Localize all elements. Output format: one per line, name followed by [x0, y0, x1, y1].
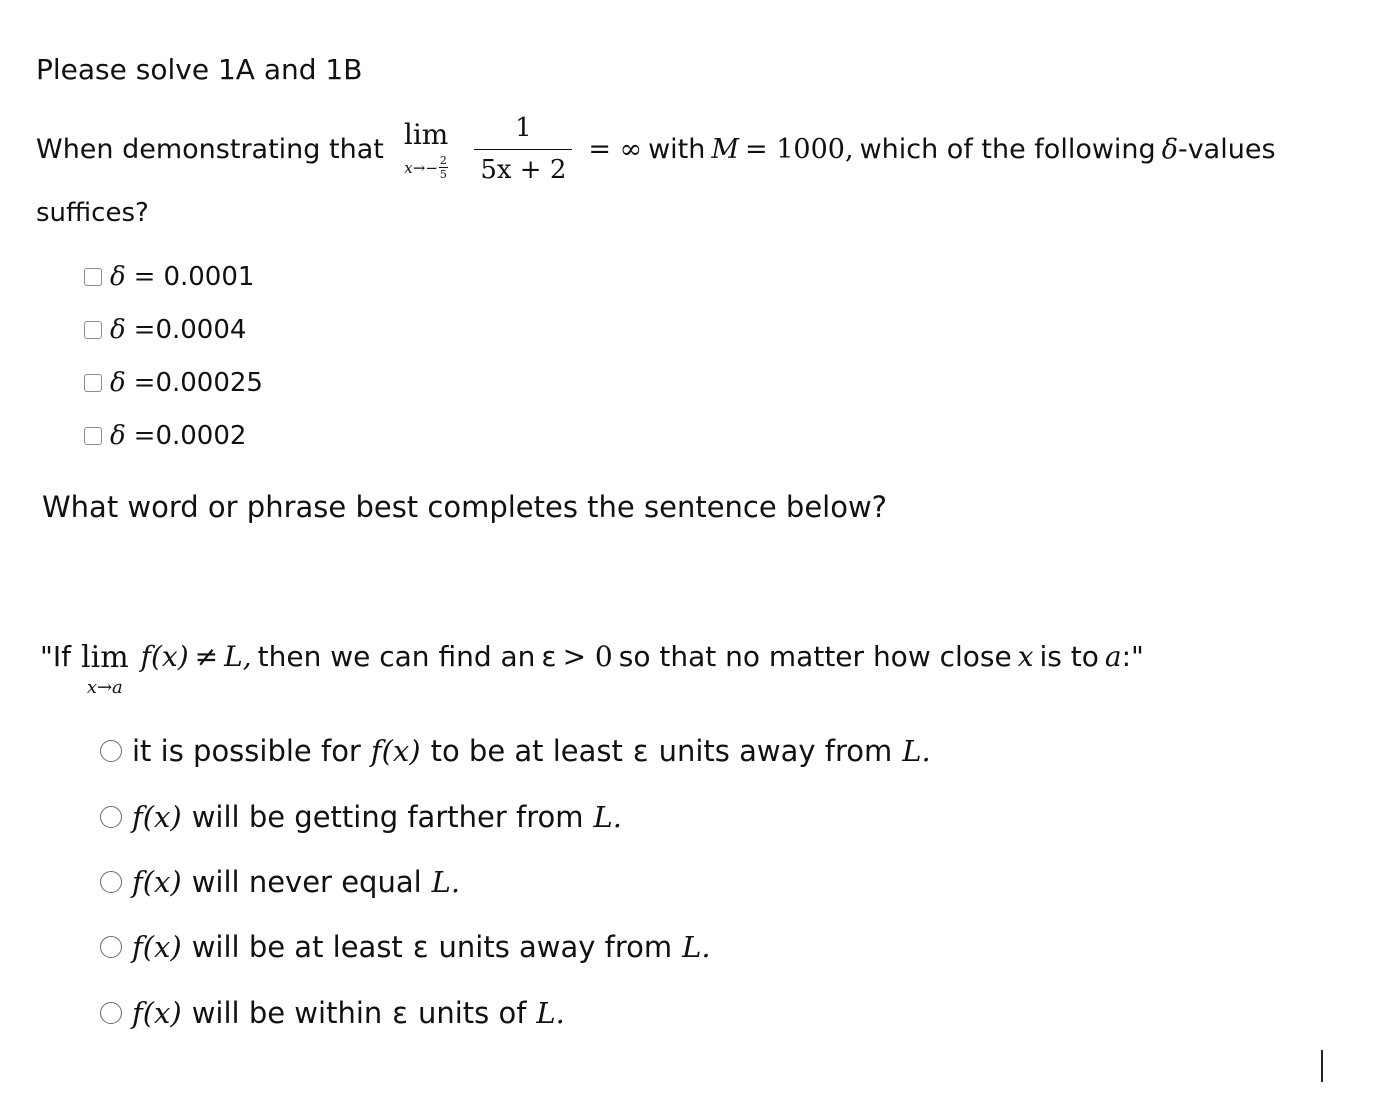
option-delta: δ: [110, 262, 126, 292]
checkbox[interactable]: [84, 321, 102, 339]
q2-option-1[interactable]: [100, 734, 931, 768]
M-value: = 1000,: [745, 133, 854, 165]
option-value: 0.0002: [155, 421, 247, 451]
option-text: will be getting farther from: [191, 800, 584, 834]
greater-than-zero: > 0: [562, 640, 613, 673]
epsilon-symbol: ε: [392, 996, 408, 1030]
close-quote: :": [1121, 640, 1144, 673]
with-word: with: [648, 133, 706, 165]
option-value: 0.0004: [155, 315, 247, 345]
option-text: units away from: [438, 930, 673, 964]
not-equal-symbol: ≠: [194, 640, 219, 673]
L-variable: L.: [902, 734, 931, 768]
f-of-x: f(x): [132, 996, 182, 1030]
radio-button[interactable]: [100, 936, 122, 958]
q2-option-3[interactable]: [100, 865, 460, 899]
limit-word: lim: [403, 118, 449, 151]
f-of-x: f(x): [132, 865, 182, 899]
f-of-x: f(x): [370, 734, 421, 768]
question-1-stem-continuation: suffices?: [36, 198, 149, 228]
L-variable: L.: [431, 865, 461, 899]
q1-option-2[interactable]: [84, 315, 246, 345]
option-text: will never equal: [191, 865, 422, 899]
limit-target-fraction: [439, 155, 448, 180]
question-1-stem-tail: which of the following: [859, 133, 1156, 165]
stem-tail-text: so that no matter how close: [618, 640, 1012, 673]
checkbox[interactable]: [84, 268, 102, 286]
q1-option-3[interactable]: [84, 368, 263, 398]
question-1-stem-text: When demonstrating that: [36, 133, 384, 165]
limit-variable: x: [404, 158, 413, 177]
q2-option-2[interactable]: [100, 800, 622, 834]
radio-button[interactable]: [100, 806, 122, 828]
q2-option-4[interactable]: [100, 930, 711, 964]
radio-button[interactable]: [100, 1002, 122, 1024]
option-equals: =: [133, 368, 156, 398]
limit-word: lim: [81, 640, 129, 675]
option-value: 0.00025: [155, 368, 263, 398]
radio-button[interactable]: [100, 871, 122, 893]
q2-option-5[interactable]: [100, 996, 565, 1030]
limit-arrow: →−: [412, 158, 438, 177]
values-word: -values: [1177, 133, 1276, 165]
option-text: will be within: [191, 996, 383, 1030]
option-text: it is possible for: [132, 734, 361, 768]
checkbox[interactable]: [84, 374, 102, 392]
option-delta: δ: [110, 421, 126, 451]
option-equals: =: [133, 421, 156, 451]
option-text: units away from: [658, 734, 893, 768]
checkbox[interactable]: [84, 427, 102, 445]
M-variable: M: [711, 133, 740, 165]
delta-symbol: δ: [1161, 133, 1178, 165]
epsilon-symbol: ε: [541, 640, 557, 673]
question-2-title: What word or phrase best completes the sentence below?: [42, 490, 888, 524]
is-to-text: is to: [1039, 640, 1099, 673]
open-quote-if: "If: [40, 640, 71, 673]
option-value: 0.0001: [163, 262, 255, 292]
instruction-text: Please solve 1A and 1B: [36, 53, 363, 86]
limit-subscript: x→a: [86, 677, 123, 698]
f-of-x: f(x): [132, 930, 182, 964]
option-delta: δ: [110, 315, 126, 345]
fraction-numerator: 1: [515, 113, 532, 143]
option-text: will be at least: [191, 930, 403, 964]
option-equals: =: [133, 315, 156, 345]
L-variable: L.: [593, 800, 622, 834]
epsilon-symbol: ε: [632, 734, 649, 768]
limit-expression: [404, 118, 448, 180]
q1-option-1[interactable]: [84, 262, 254, 292]
option-text: to be at least: [430, 734, 623, 768]
equals-infinity: = ∞: [588, 133, 643, 165]
option-text: units of: [417, 996, 527, 1030]
question-2-stem: [40, 640, 1144, 698]
radio-button[interactable]: [100, 740, 122, 762]
option-equals: =: [133, 262, 156, 292]
L-variable: L.: [682, 930, 711, 964]
L-variable: L,: [224, 640, 252, 673]
L-variable: L.: [536, 996, 565, 1030]
f-of-x: f(x): [140, 640, 189, 673]
limit-target-denominator: 5: [439, 168, 447, 181]
epsilon-symbol: ε: [412, 930, 429, 964]
limit-fraction: [474, 113, 572, 185]
f-of-x: f(x): [132, 800, 182, 834]
limit-expression: [81, 640, 129, 698]
limit-subscript: [404, 155, 448, 180]
limit-target-numerator: 2: [439, 154, 447, 167]
x-variable: x: [1017, 640, 1034, 673]
fraction-denominator: 5x + 2: [480, 155, 567, 185]
question-1-stem: [36, 104, 1276, 194]
a-variable: a: [1104, 640, 1122, 673]
option-delta: δ: [110, 368, 126, 398]
stem-middle-text: then we can find an: [257, 640, 536, 673]
q1-option-4[interactable]: [84, 421, 246, 451]
text-cursor: [1321, 1050, 1323, 1082]
